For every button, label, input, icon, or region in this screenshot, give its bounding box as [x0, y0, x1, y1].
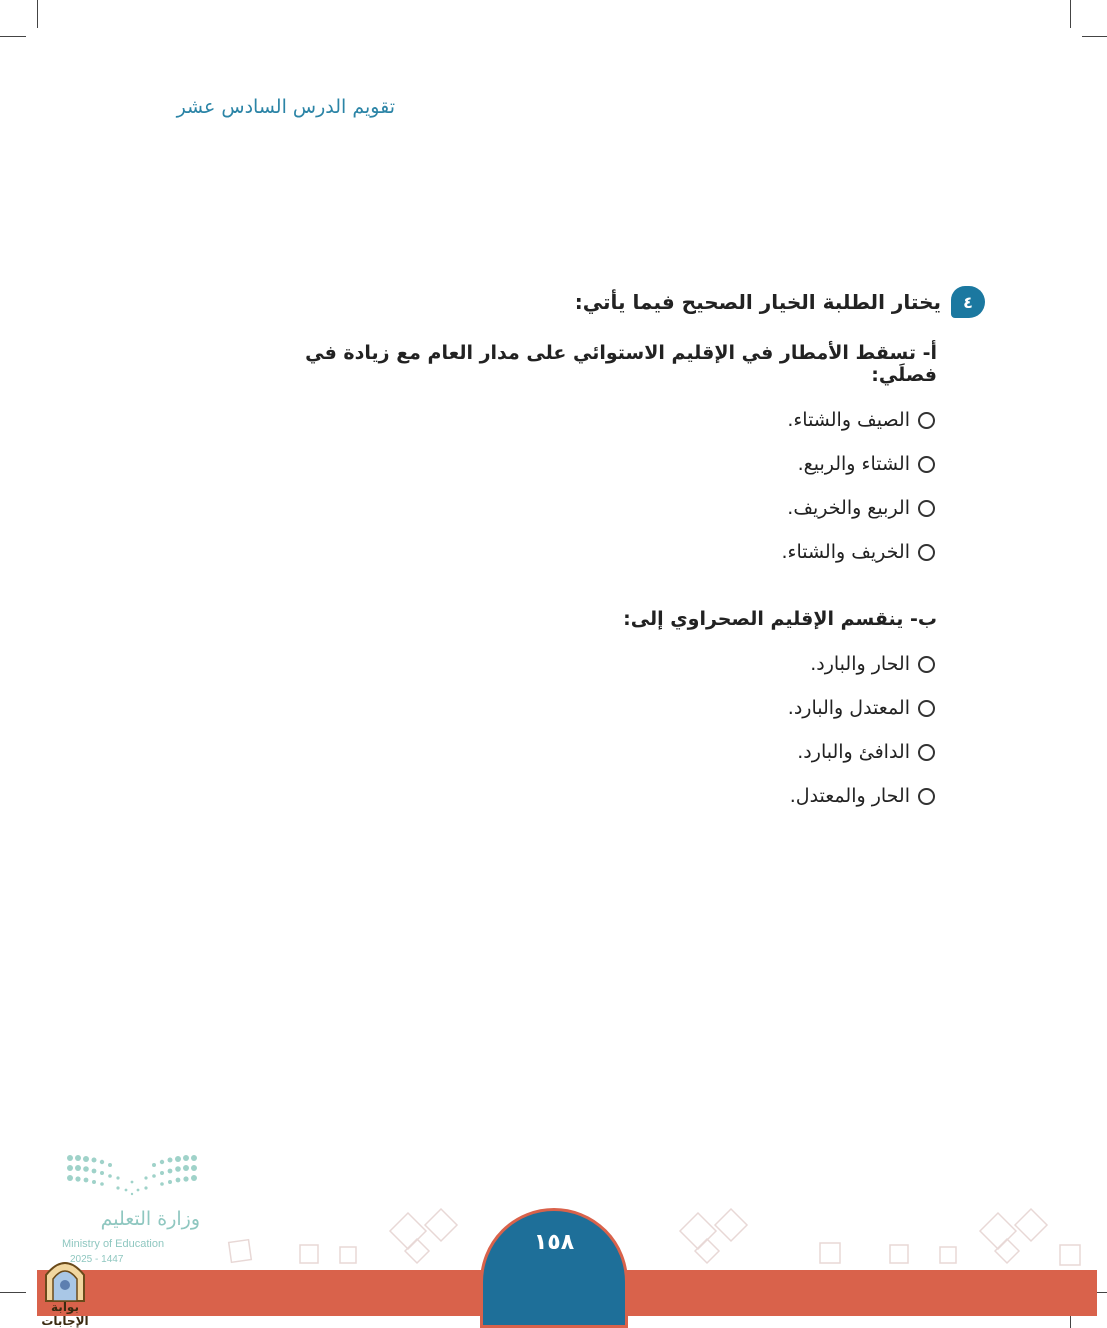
option-item[interactable]: [280, 730, 935, 774]
option-item[interactable]: [280, 642, 935, 686]
lesson-title: تقويم الدرس السادس عشر: [176, 96, 395, 118]
option-item[interactable]: [280, 486, 935, 530]
question-prompt: يختار الطلبة الخيار الصحيح فيما يأتي:: [574, 290, 941, 314]
watermark-text: بوابة الإجابات: [41, 1300, 89, 1328]
radio-circle-icon[interactable]: [918, 744, 935, 761]
option-label: الخريف والشتاء.: [781, 541, 910, 563]
option-label: الربيع والخريف.: [787, 497, 910, 519]
options-list-b: [280, 642, 985, 818]
option-item[interactable]: [280, 442, 935, 486]
page-number: ١٥٨: [533, 1230, 575, 1255]
sub-question-a: أ- تسقط الأمطار في الإقليم الاستوائي على مدار العام مع زيادة في فصلَي:: [305, 342, 937, 386]
crop-mark: [1082, 36, 1107, 37]
option-item[interactable]: [280, 774, 935, 818]
watermark-arch-icon: [40, 1255, 90, 1303]
options-list-a: [280, 398, 985, 574]
crop-mark: [1070, 0, 1071, 28]
option-label: الحار والبارد.: [810, 653, 910, 675]
option-label: الصيف والشتاء.: [787, 409, 910, 431]
footer-pattern: [200, 1195, 1097, 1271]
radio-circle-icon[interactable]: [918, 456, 935, 473]
option-item[interactable]: [280, 686, 935, 730]
option-item[interactable]: [280, 398, 935, 442]
option-label: الدافئ والبارد.: [797, 741, 910, 763]
radio-circle-icon[interactable]: [918, 700, 935, 717]
radio-circle-icon[interactable]: [918, 412, 935, 429]
radio-circle-icon[interactable]: [918, 500, 935, 517]
crop-mark: [0, 36, 26, 37]
radio-circle-icon[interactable]: [918, 788, 935, 805]
question-block: [280, 284, 985, 818]
sub-question-b: ب- ينقسم الإقليم الصحراوي إلى:: [623, 608, 937, 630]
crop-mark: [37, 0, 38, 28]
ministry-year: 2025 - 1447: [70, 1254, 124, 1265]
option-label: الشتاء والربيع.: [797, 453, 910, 475]
option-label: الحار والمعتدل.: [789, 785, 910, 807]
crop-mark: [0, 1292, 26, 1293]
question-number-badge: ٤: [951, 286, 985, 318]
radio-circle-icon[interactable]: [918, 544, 935, 561]
question-header: [280, 284, 985, 320]
radio-circle-icon[interactable]: [918, 656, 935, 673]
ministry-name-ar: وزارة التعليم: [100, 1208, 200, 1230]
ministry-name-en: Ministry of Education: [62, 1238, 165, 1250]
option-label: المعتدل والبارد.: [787, 697, 910, 719]
option-item[interactable]: [280, 530, 935, 574]
